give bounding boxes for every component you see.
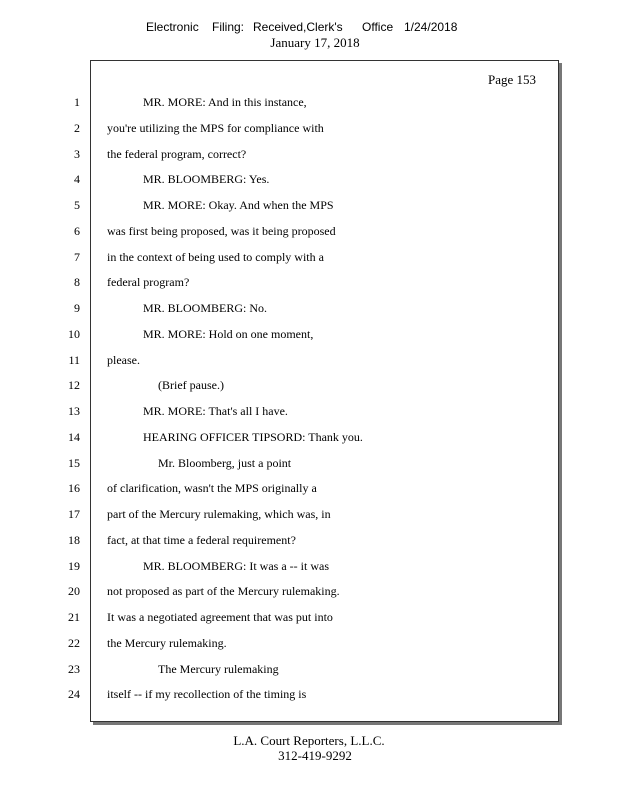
line-text: you're utilizing the MPS for compliance with: [107, 120, 324, 135]
line-text: (Brief pause.): [158, 378, 224, 393]
line-text: MR. MORE: That's all I have.: [143, 404, 288, 418]
line-number: 12: [68, 378, 80, 393]
line-text: MR. BLOOMBERG: Yes.: [143, 172, 270, 187]
line-text: in the context of being used to comply with a: [107, 249, 324, 264]
line-number: 21: [68, 610, 80, 624]
line-text: the Mercury rulemaking.: [107, 635, 227, 650]
line-number: 16: [68, 481, 80, 496]
line-number: 3: [74, 146, 80, 161]
line-number: 13: [68, 404, 80, 418]
line-number: 11: [68, 352, 80, 367]
line-number: 8: [74, 275, 80, 290]
line-number: 24: [68, 687, 80, 702]
line-number: 5: [74, 198, 80, 212]
filing-label-received: Received,Clerk's: [253, 20, 343, 34]
line-text: MR. BLOOMBERG: It was a -- it was: [143, 558, 329, 573]
line-text: The Mercury rulemaking: [158, 661, 279, 676]
page-number: Page 153: [487, 72, 536, 87]
line-text: not proposed as part of the Mercury rulemaking.: [107, 584, 340, 599]
transcript-date-line: [0, 35, 618, 51]
line-text: MR. MORE: Hold on one moment,: [143, 326, 314, 341]
line-text: MR. BLOOMBERG: No.: [143, 301, 268, 315]
line-text: MR. MORE: Okay. And when the MPS: [143, 198, 334, 212]
line-text: please.: [107, 352, 140, 367]
line-text: Mr. Bloomberg, just a point: [158, 455, 292, 470]
line-text: itself -- if my recollection of the timing is: [107, 687, 307, 702]
transcript-date: January 17, 2018: [270, 35, 360, 50]
line-text: fact, at that time a federal requirement?: [107, 532, 296, 547]
line-number: 7: [74, 249, 80, 264]
line-number: 19: [68, 558, 80, 573]
line-number: 9: [74, 301, 80, 315]
line-text: part of the Mercury rulemaking, which was, in: [107, 507, 331, 521]
filing-date: 1/24/2018: [404, 20, 458, 34]
line-number: 6: [74, 223, 80, 238]
line-text: was first being proposed, was it being proposed: [107, 223, 336, 238]
line-number: 22: [68, 635, 80, 650]
line-text: the federal program, correct?: [107, 146, 247, 161]
footer-phone-line: [0, 748, 618, 764]
footer-company: L.A. Court Reporters, L.L.C.: [233, 733, 385, 748]
filing-label-electronic: Electronic: [146, 20, 199, 34]
line-text: federal program?: [107, 275, 190, 290]
line-number: 17: [68, 507, 80, 521]
line-number: 15: [68, 455, 80, 470]
footer-phone: 312-419-9292: [278, 748, 352, 763]
line-text: of clarification, wasn't the MPS originally a: [107, 481, 317, 496]
line-number: 2: [74, 120, 80, 135]
footer-company-line: [0, 733, 618, 749]
line-text: It was a negotiated agreement that was put into: [107, 610, 333, 624]
filing-label-filing: Filing:: [212, 20, 245, 34]
line-number: 23: [68, 661, 80, 676]
line-number: 20: [68, 584, 80, 599]
line-number: 18: [68, 532, 80, 547]
line-text: HEARING OFFICER TIPSORD: Thank you.: [143, 429, 363, 444]
line-number: 4: [74, 172, 80, 187]
line-text: MR. MORE: And in this instance,: [143, 95, 307, 109]
line-number: 10: [68, 326, 80, 341]
line-number: 1: [74, 95, 80, 109]
line-number: 14: [68, 429, 80, 444]
filing-label-office: Office: [362, 20, 394, 34]
